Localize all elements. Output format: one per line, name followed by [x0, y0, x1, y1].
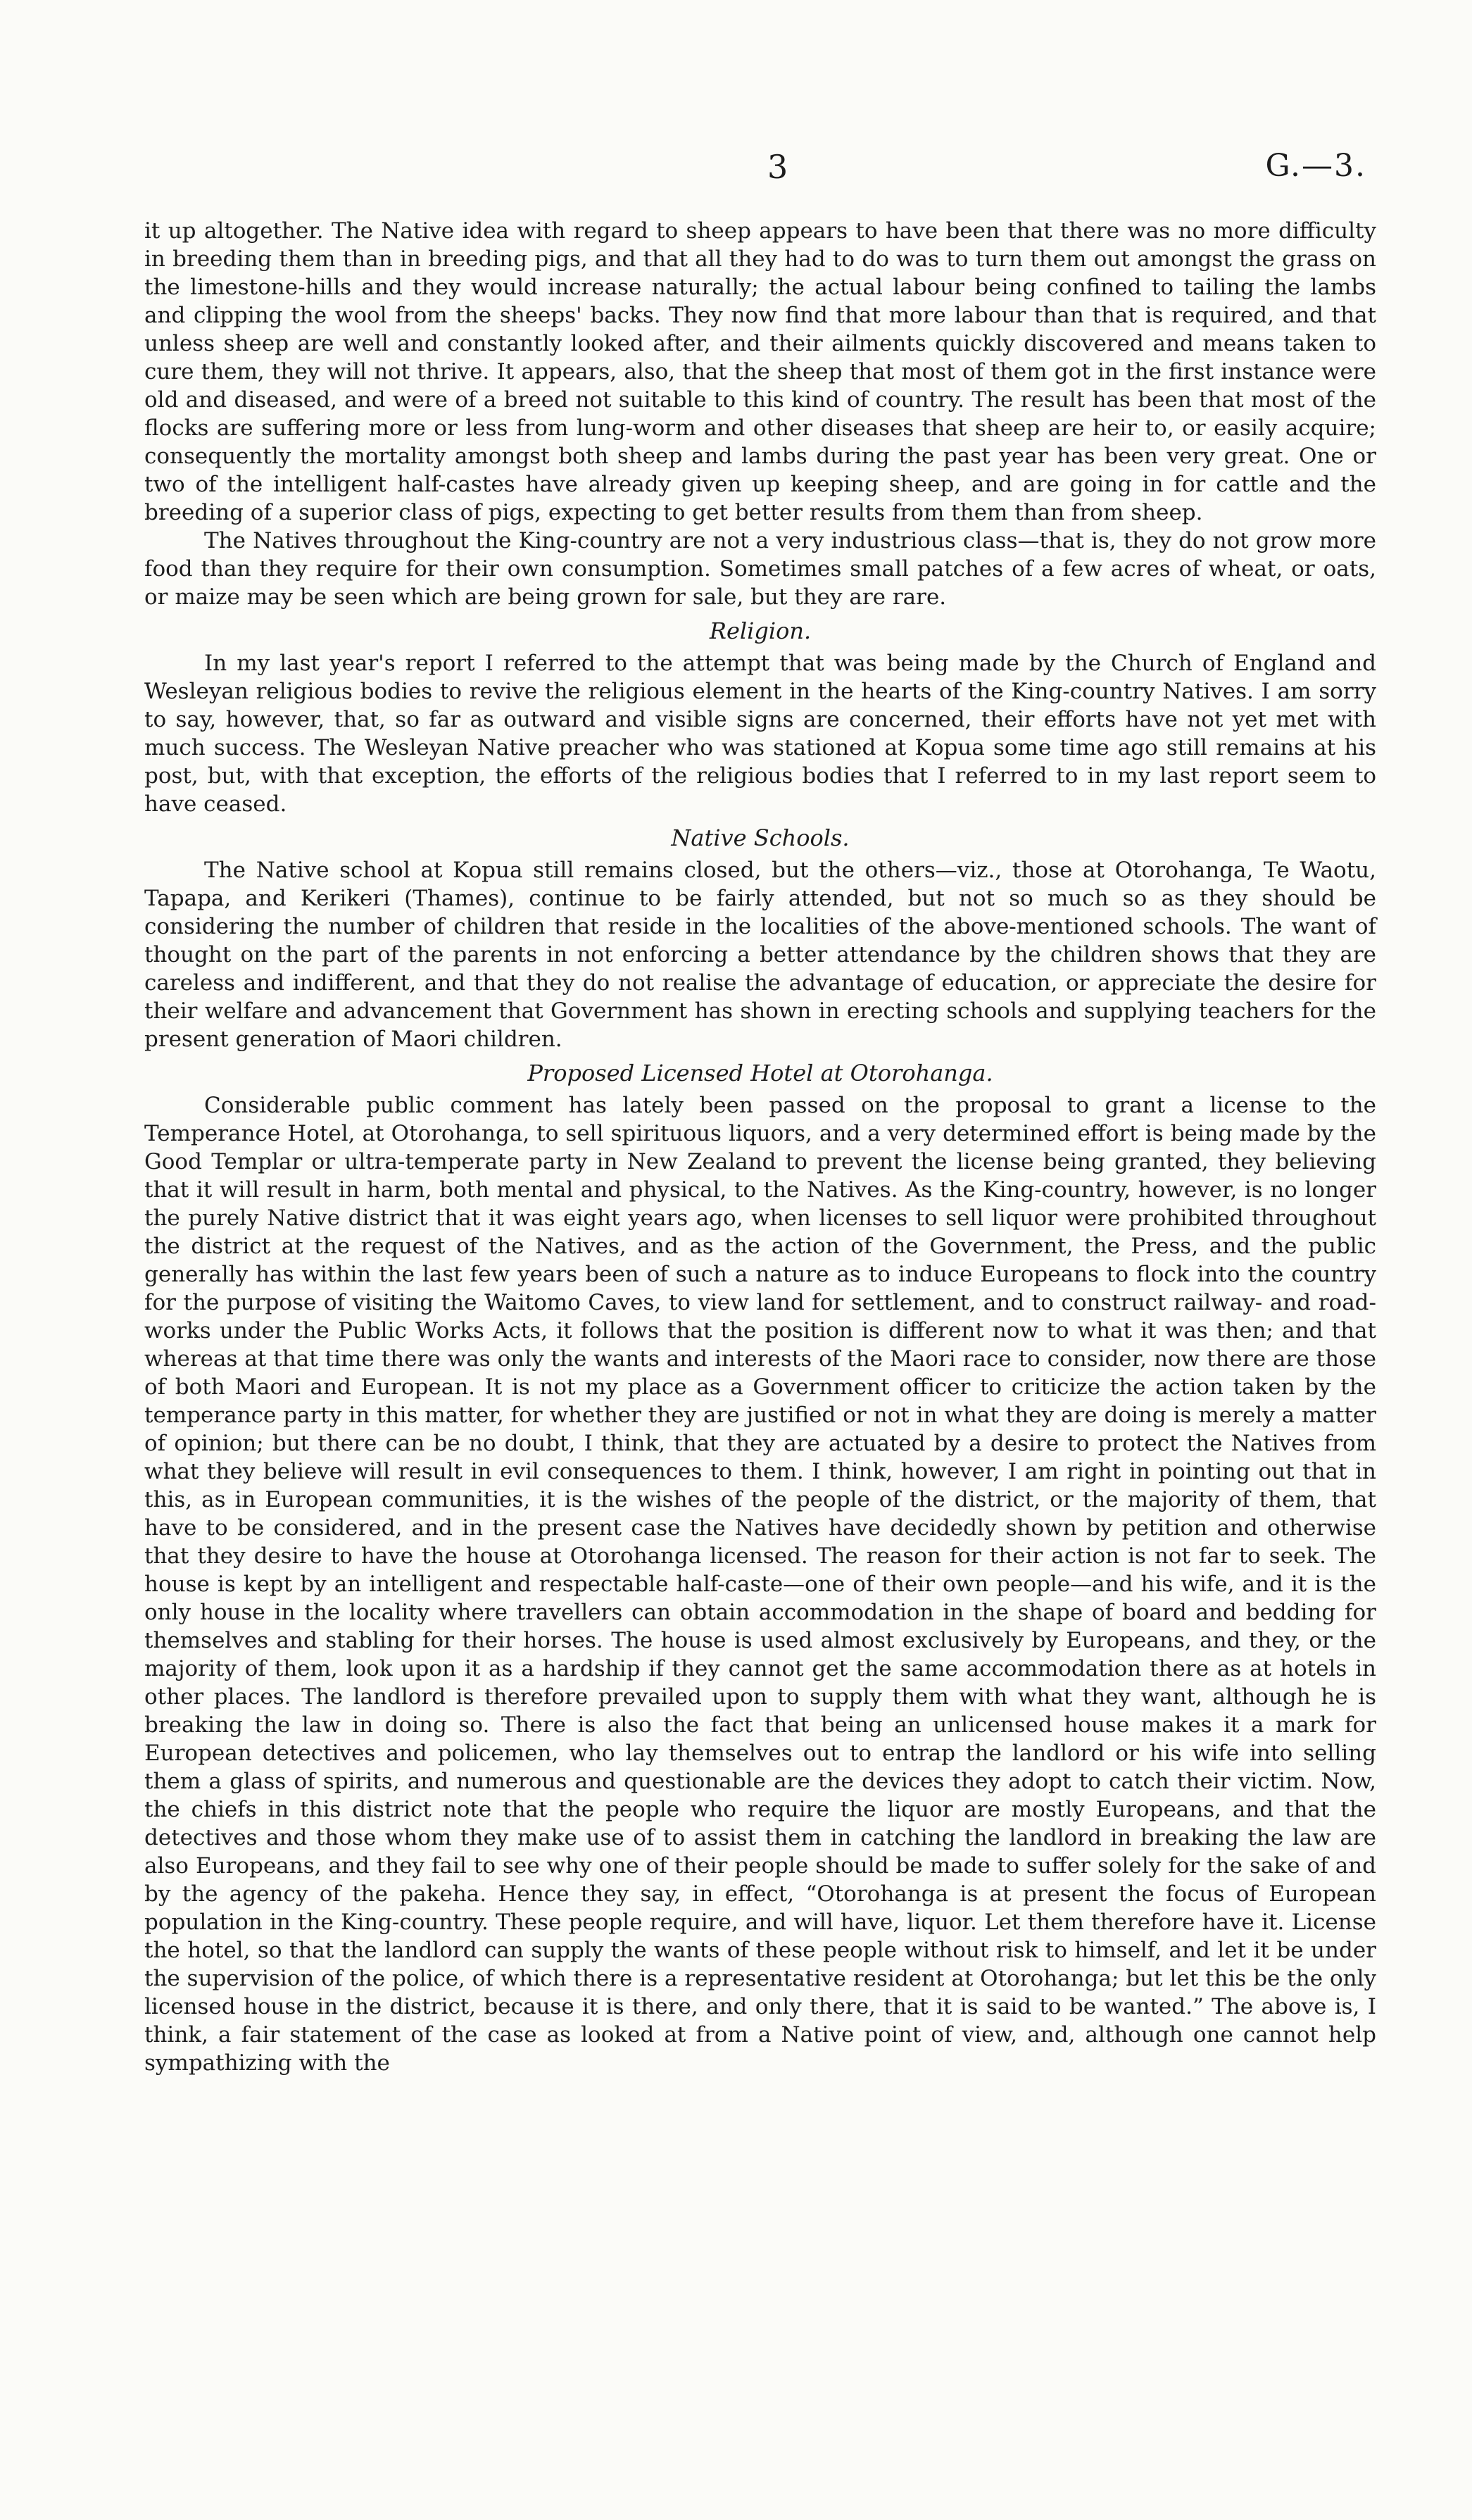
document-reference: G.—3. [1265, 148, 1366, 184]
paragraph-industry: The Natives throughout the King-country are not a very industrious class—that is, they do not grow more food than they require for their own consumption. Sometimes small patches of a few acres of wheat, or oats, or maize may be seen which are being grown for sale, but they are rare. [144, 528, 1376, 610]
paragraph-native-schools: The Native school at Kopua still remains closed, but the others—viz., those at Otorohanga, Te Waotu, Tapapa, and Kerikeri (Thames), continue to be fairly attended, but not so much so as they should be considering the number of children that reside in the localities of the above-mentioned schools. The want of thought on the part of the parents in not enforcing a better attendance by the children shows that they are careless and indifferent, and that they do not realise the advantage of education, or appreciate the desire for their welfare and advancement that Government has shown in erecting schools and supplying teachers for the present generation of Maori children. [144, 858, 1376, 1052]
paragraph-licensed-hotel: Considerable public comment has lately been passed on the proposal to grant a license to the Temperance Hotel, at Otorohanga, to sell spirituous liquors, and a very determined effort is being made by the Good Templar or ultra-temperate party in New Zealand to prevent the license being granted, they believing that it will result in harm, both mental and physical, to the Natives. As the King-country, however, is no longer the purely Native district that it was eight years ago, when licenses to sell liquor were prohibited throughout the district at the request of the Natives, and as the action of the Government, the Press, and the public generally has within the last few years been of such a nature as to induce Europeans to flock into the country for the purpose of visiting the Waitomo Caves, to view land for settlement, and to construct railway- and road-works under the Public Works Acts, it follows that the position is different now to what it was then; and that whereas at that time there was only the wants and interests of the Maori race to consider, now there are those of both Maori and European. It is not my place as a Government officer to criticize the action taken by the temperance party in this matter, for whether they are justified or not in what they are doing is merely a matter of opinion; but there can be no doubt, I think, that they are actuated by a desire to protect the Natives from what they believe will result in evil consequences to them. I think, however, I am right in pointing out that in this, as in European communities, it is the wishes of the people of the district, or the majority of them, that have to be considered, and in the present case the Natives have decidedly shown by petition and otherwise that they desire to have the house at Otorohanga licensed. The reason for their action is not far to seek. The house is kept by an intelligent and respectable half-caste—one of their own people—and his wife, and it is the only house in the locality where travellers can obtain accommodation in the shape of board and bedding for themselves and stabling for their horses. The house is used almost exclusively by Europeans, and they, or the majority of them, look upon it as a hardship if they cannot get the same accommodation there as at hotels in other places. The landlord is therefore prevailed upon to supply them with what they want, although he is breaking the law in doing so. There is also the fact that being an unlicensed house makes it a mark for European detectives and policemen, who lay themselves out to entrap the landlord or his wife into selling them a glass of spirits, and numerous and questionable are the devices they adopt to catch their victim. Now, the chiefs in this district note that the people who require the liquor are mostly Europeans, and that the detectives and those whom they make use of to assist them in catching the landlord in breaking the law are also Europeans, and they fail to see why one of their people should be made to suffer solely for the sake of and by the agency of the pakeha. Hence they say, in effect, “Otorohanga is at present the focus of European population in the King-country. These people require, and will have, liquor. Let them therefore have it. License the hotel, so that the landlord can supply the wants of these people without risk to himself, and let it be under the supervision of the police, of which there is a representative resident at Otorohanga; but let this be the only licensed house in the district, because it is there, and only there, that it is said to be wanted.” The above is, I think, a fair statement of the case as looked at from a Native point of view, and, although one cannot help sympathizing with the [144, 1093, 1376, 2076]
section-heading-religion: Religion. [709, 618, 812, 644]
section-heading-licensed-hotel: Proposed Licensed Hotel at Otorohanga. [527, 1060, 993, 1086]
page-body [144, 217, 1376, 2077]
paragraph-religion: In my last year's report I referred to the attempt that was being made by the Church of England and Wesleyan religious bodies to revive the religious element in the hearts of the King-country Natives. I am sorry to say, however, that, so far as outward and visible signs are concerned, their efforts have not yet met with much success. The Wesleyan Native preacher who was stationed at Kopua some time ago still remains at his post, but, with that exception, the efforts of the religious bodies that I referred to in my last report seem to have ceased. [144, 651, 1376, 817]
section-heading-native-schools: Native Schools. [671, 825, 850, 851]
page-header [0, 148, 1472, 190]
page-number: 3 [767, 148, 789, 186]
paragraph-sheep-continued: it up altogether. The Native idea with regard to sheep appears to have been that there was no more difficulty in breeding them than in breeding pigs, and that all they had to do was to turn them out amongst the grass on the limestone-hills and they would increase naturally; the actual labour being confined to tailing the lambs and clipping the wool from the sheeps' backs. They now find that more labour than that is required, and that unless sheep are well and constantly looked after, and their ailments quickly discovered and means taken to cure them, they will not thrive. It appears, also, that the sheep that most of them got in the first instance were old and diseased, and were of a breed not suitable to this kind of country. The result has been that most of the flocks are suffering more or less from lung-worm and other diseases that sheep are heir to, or easily acquire; consequently the mortality amongst both sheep and lambs during the past year has been very great. One or two of the intelligent half-castes have already given up keeping sheep, and are going in for cattle and the breeding of a superior class of pigs, expecting to get better results from them than from sheep. [144, 218, 1376, 525]
